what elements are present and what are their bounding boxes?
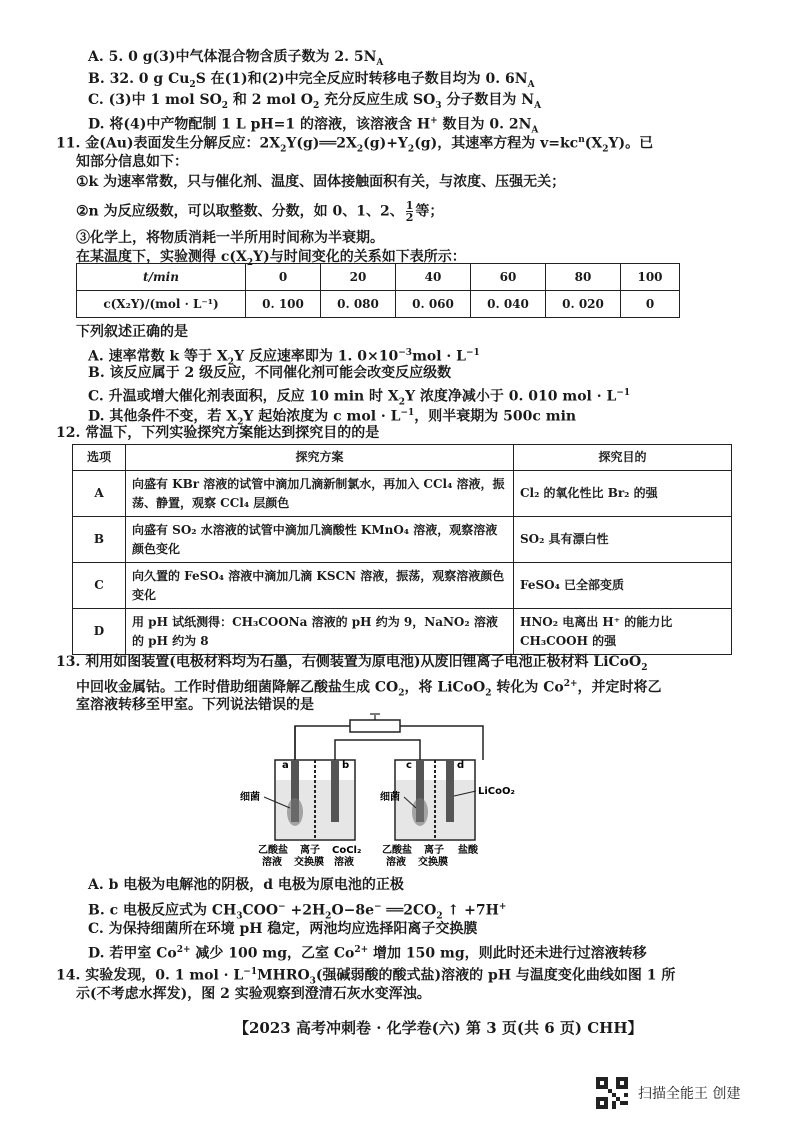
q10-option-c: C. (3)中 1 mol $SO_2$ 和 2 mol $O_2$ 充分反应生成 $SO_3$ 分子数目为 $N_A$ <box>88 92 542 111</box>
table-row <box>73 609 732 655</box>
q13-option-a: A. b 电极为电解池的阴极，d 电极为原电池的正极 <box>88 877 404 893</box>
q10-option-d: D. 将(4)中产物配制 1 L pH=1 的溶液，该溶液含 H+ 数目为 0. $2N_A$ <box>88 116 539 136</box>
table-cell: 20 <box>321 264 396 291</box>
label-membrane-right-2: 交换膜 <box>418 857 448 868</box>
table-cell: 0. 100 <box>246 291 321 318</box>
q12-stem: 12. 常温下，下列实验探究方案能达到探究目的的是 <box>56 425 380 441</box>
electrolysis-cell-diagram <box>220 712 550 872</box>
q11-info-1: ①k 为速率常数，只与催化剂、温度、固体接触面积有关，与浓度、压强无关； <box>76 174 566 190</box>
table-cell: 向盛有 KBr 溶液的试管中滴加几滴新制氯水，再加入 CCl₄ 溶液，振荡、静置，观察 CCl₄ 层颜色 <box>126 471 514 517</box>
label-cocl2-2: 溶液 <box>334 857 354 868</box>
table-cell: D <box>73 609 126 655</box>
label-membrane-left-1: 离子 <box>300 845 320 856</box>
label-bacteria-left: 细菌 <box>240 792 260 803</box>
table-cell: 100 <box>621 264 680 291</box>
table-row <box>73 471 732 517</box>
label-b: b <box>342 760 350 771</box>
page-footer: 【2023 高考冲刺卷 · 化学卷(六) 第 3 页(共 6 页) CHH】 <box>234 1019 643 1037</box>
q11-option-c: C. 升温或增大催化剂表面积，反应 10 min 时 $X_2Y$ 浓度净减小于 0. 010 mol · $L^{-1}$ <box>88 388 631 408</box>
resistor <box>350 720 400 732</box>
table-cell: 0 <box>246 264 321 291</box>
table-row <box>77 264 680 291</box>
table-cell: 0. 020 <box>546 291 621 318</box>
q11-stem-line1: 11. 金(Au)表面发生分解反应：$2X_2Y(g)══2X_2(g)+Y_2(g)$，其速率方程为 $v=kc^n(X_2Y)$。已 <box>56 135 654 155</box>
q13-stem-line3: 室溶液转移至甲室。下列说法错误的是 <box>76 697 314 713</box>
table-row <box>73 445 732 471</box>
q11-info-2: ②n 为反应级数，可以取整数、分数，如 0、1、2、 $\frac{1}{2}$ 等； <box>76 199 444 224</box>
table-header: 选项 <box>73 445 126 471</box>
table-header: 探究目的 <box>514 445 732 471</box>
q13-option-d: D. 若甲室 $Co^{2+}$ 减少 100 mg，乙室 $Co^{2+}$ 增加 150 mg，则此时还未进行过溶液转移 <box>88 945 647 962</box>
table-cell: 0 <box>621 291 680 318</box>
label-bacteria-right: 细菌 <box>380 792 400 803</box>
table-cell: 40 <box>396 264 471 291</box>
table-header: 探究方案 <box>126 445 514 471</box>
label-membrane-left-2: 交换膜 <box>294 857 324 868</box>
table-cell: 0. 080 <box>321 291 396 318</box>
label-c: c <box>406 760 412 771</box>
label-a: a <box>282 760 289 771</box>
q11-stem-line2: 知部分信息如下： <box>76 154 188 170</box>
q14-stem-line1: 14. 实验发现，0. 1 mol · $L^{-1}MHRO_3$(强碱弱酸的酸式盐)溶液的 pH 与温度变化曲线如图 1 所 <box>56 967 676 987</box>
q11-question: 下列叙述正确的是 <box>76 324 188 340</box>
label-acetate-right-2: 溶液 <box>386 857 406 868</box>
label-membrane-right-1: 离子 <box>424 845 444 856</box>
q14-stem-line2: 示(不考虑水挥发)，图 2 实验观察到澄清石灰水变浑浊。 <box>76 986 431 1002</box>
label-hcl: 盐酸 <box>458 845 478 856</box>
q13-option-c: C. 为保持细菌所在环境 pH 稳定，两池均应选择阳离子交换膜 <box>88 921 478 937</box>
q13-option-b: B. c 电极反应式为 $CH_3COO^- +2H_2O-8e^-$ $══2CO_2$ ↑ +7H+ <box>88 902 507 922</box>
q11-option-b: B. 该反应属于 2 级反应，不同催化剂可能会改变反应级数 <box>88 365 452 381</box>
table-cell: 60 <box>471 264 546 291</box>
table-cell: 向久置的 FeSO₄ 溶液中滴加几滴 KSCN 溶液，振荡，观察溶液颜色变化 <box>126 563 514 609</box>
qr-code-icon <box>596 1077 628 1109</box>
label-cocl2-1: CoCl₂ <box>332 845 362 856</box>
q13-stem-line2: 中回收金属钴。工作时借助细菌降解乙酸盐生成 $CO_2$，将 LiCoO$_2$ 转化为 $Co^{2+}$，并定时将乙 <box>76 679 662 699</box>
table-row <box>77 291 680 318</box>
table-cell: 用 pH 试纸测得：CH₃COONa 溶液的 pH 约为 9，NaNO₂ 溶液的 pH 约为 8 <box>126 609 514 655</box>
table-cell: 80 <box>546 264 621 291</box>
electrode-b <box>331 760 339 822</box>
q11-option-a: A. 速率常数 k 等于 $X_2Y$ 反应速率即为 1. $0\times 10^{-3}mol \cdot L^{-1}$ <box>88 348 480 368</box>
label-licoo2: LiCoO₂ <box>478 786 515 797</box>
table-cell: HNO₂ 电离出 H⁺ 的能力比 CH₃COOH 的强 <box>514 609 732 655</box>
q13-stem-line1: 13. 利用如图装置(电极材料均为石墨，右侧装置为原电池)从废旧锂离子电池正极材料 LiCoO$_2$ <box>56 654 648 673</box>
q11-table-intro: 在某温度下，实验测得 $c(X_2Y)$与时间变化的关系如下表所示： <box>76 249 466 268</box>
table-cell: C <box>73 563 126 609</box>
label-d: d <box>457 760 465 771</box>
q10-option-b: B. 32. 0 g $Cu_2S$ 在(1)和(2)中完全反应时转移电子数目均为 0. $6N_A$ <box>88 71 535 90</box>
table-cell: Cl₂ 的氧化性比 Br₂ 的强 <box>514 471 732 517</box>
table-cell: FeSO₄ 已全部变质 <box>514 563 732 609</box>
table-row <box>73 517 732 563</box>
table-cell: 向盛有 SO₂ 水溶液的试管中滴加几滴酸性 KMnO₄ 溶液，观察溶液颜色变化 <box>126 517 514 563</box>
label-acetate-left-1: 乙酸盐 <box>258 845 288 856</box>
electrode-d <box>446 760 454 822</box>
table-cell: A <box>73 471 126 517</box>
table-header-concentration: c(X₂Y)/(mol · L⁻¹) <box>77 291 246 318</box>
concentration-time-table <box>76 263 680 318</box>
experiment-table <box>72 444 732 655</box>
q10-option-a: A. 5. 0 g(3)中气体混合物含质子数为 2. $5N_A$ <box>88 49 384 68</box>
one-half-fraction: $\frac{1}{2}$ <box>405 199 414 224</box>
table-cell: 0. 060 <box>396 291 471 318</box>
table-header-time: t/min <box>77 264 246 291</box>
q11-info-3: ③化学上，将物质消耗一半所用时间称为半衰期。 <box>76 230 384 246</box>
table-cell: B <box>73 517 126 563</box>
left-electrolysis-cell <box>275 760 355 840</box>
q11-option-d: D. 其他条件不变，若 $X_2Y$ 起始浓度为 c mol · $L^{-1}$，则半衰期为 500c min <box>88 408 577 428</box>
scanner-watermark: 扫描全能王 创建 <box>638 1086 741 1102</box>
table-row <box>73 563 732 609</box>
label-acetate-right-1: 乙酸盐 <box>382 845 412 856</box>
label-acetate-left-2: 溶液 <box>262 857 282 868</box>
table-cell: SO₂ 具有漂白性 <box>514 517 732 563</box>
table-cell: 0. 040 <box>471 291 546 318</box>
